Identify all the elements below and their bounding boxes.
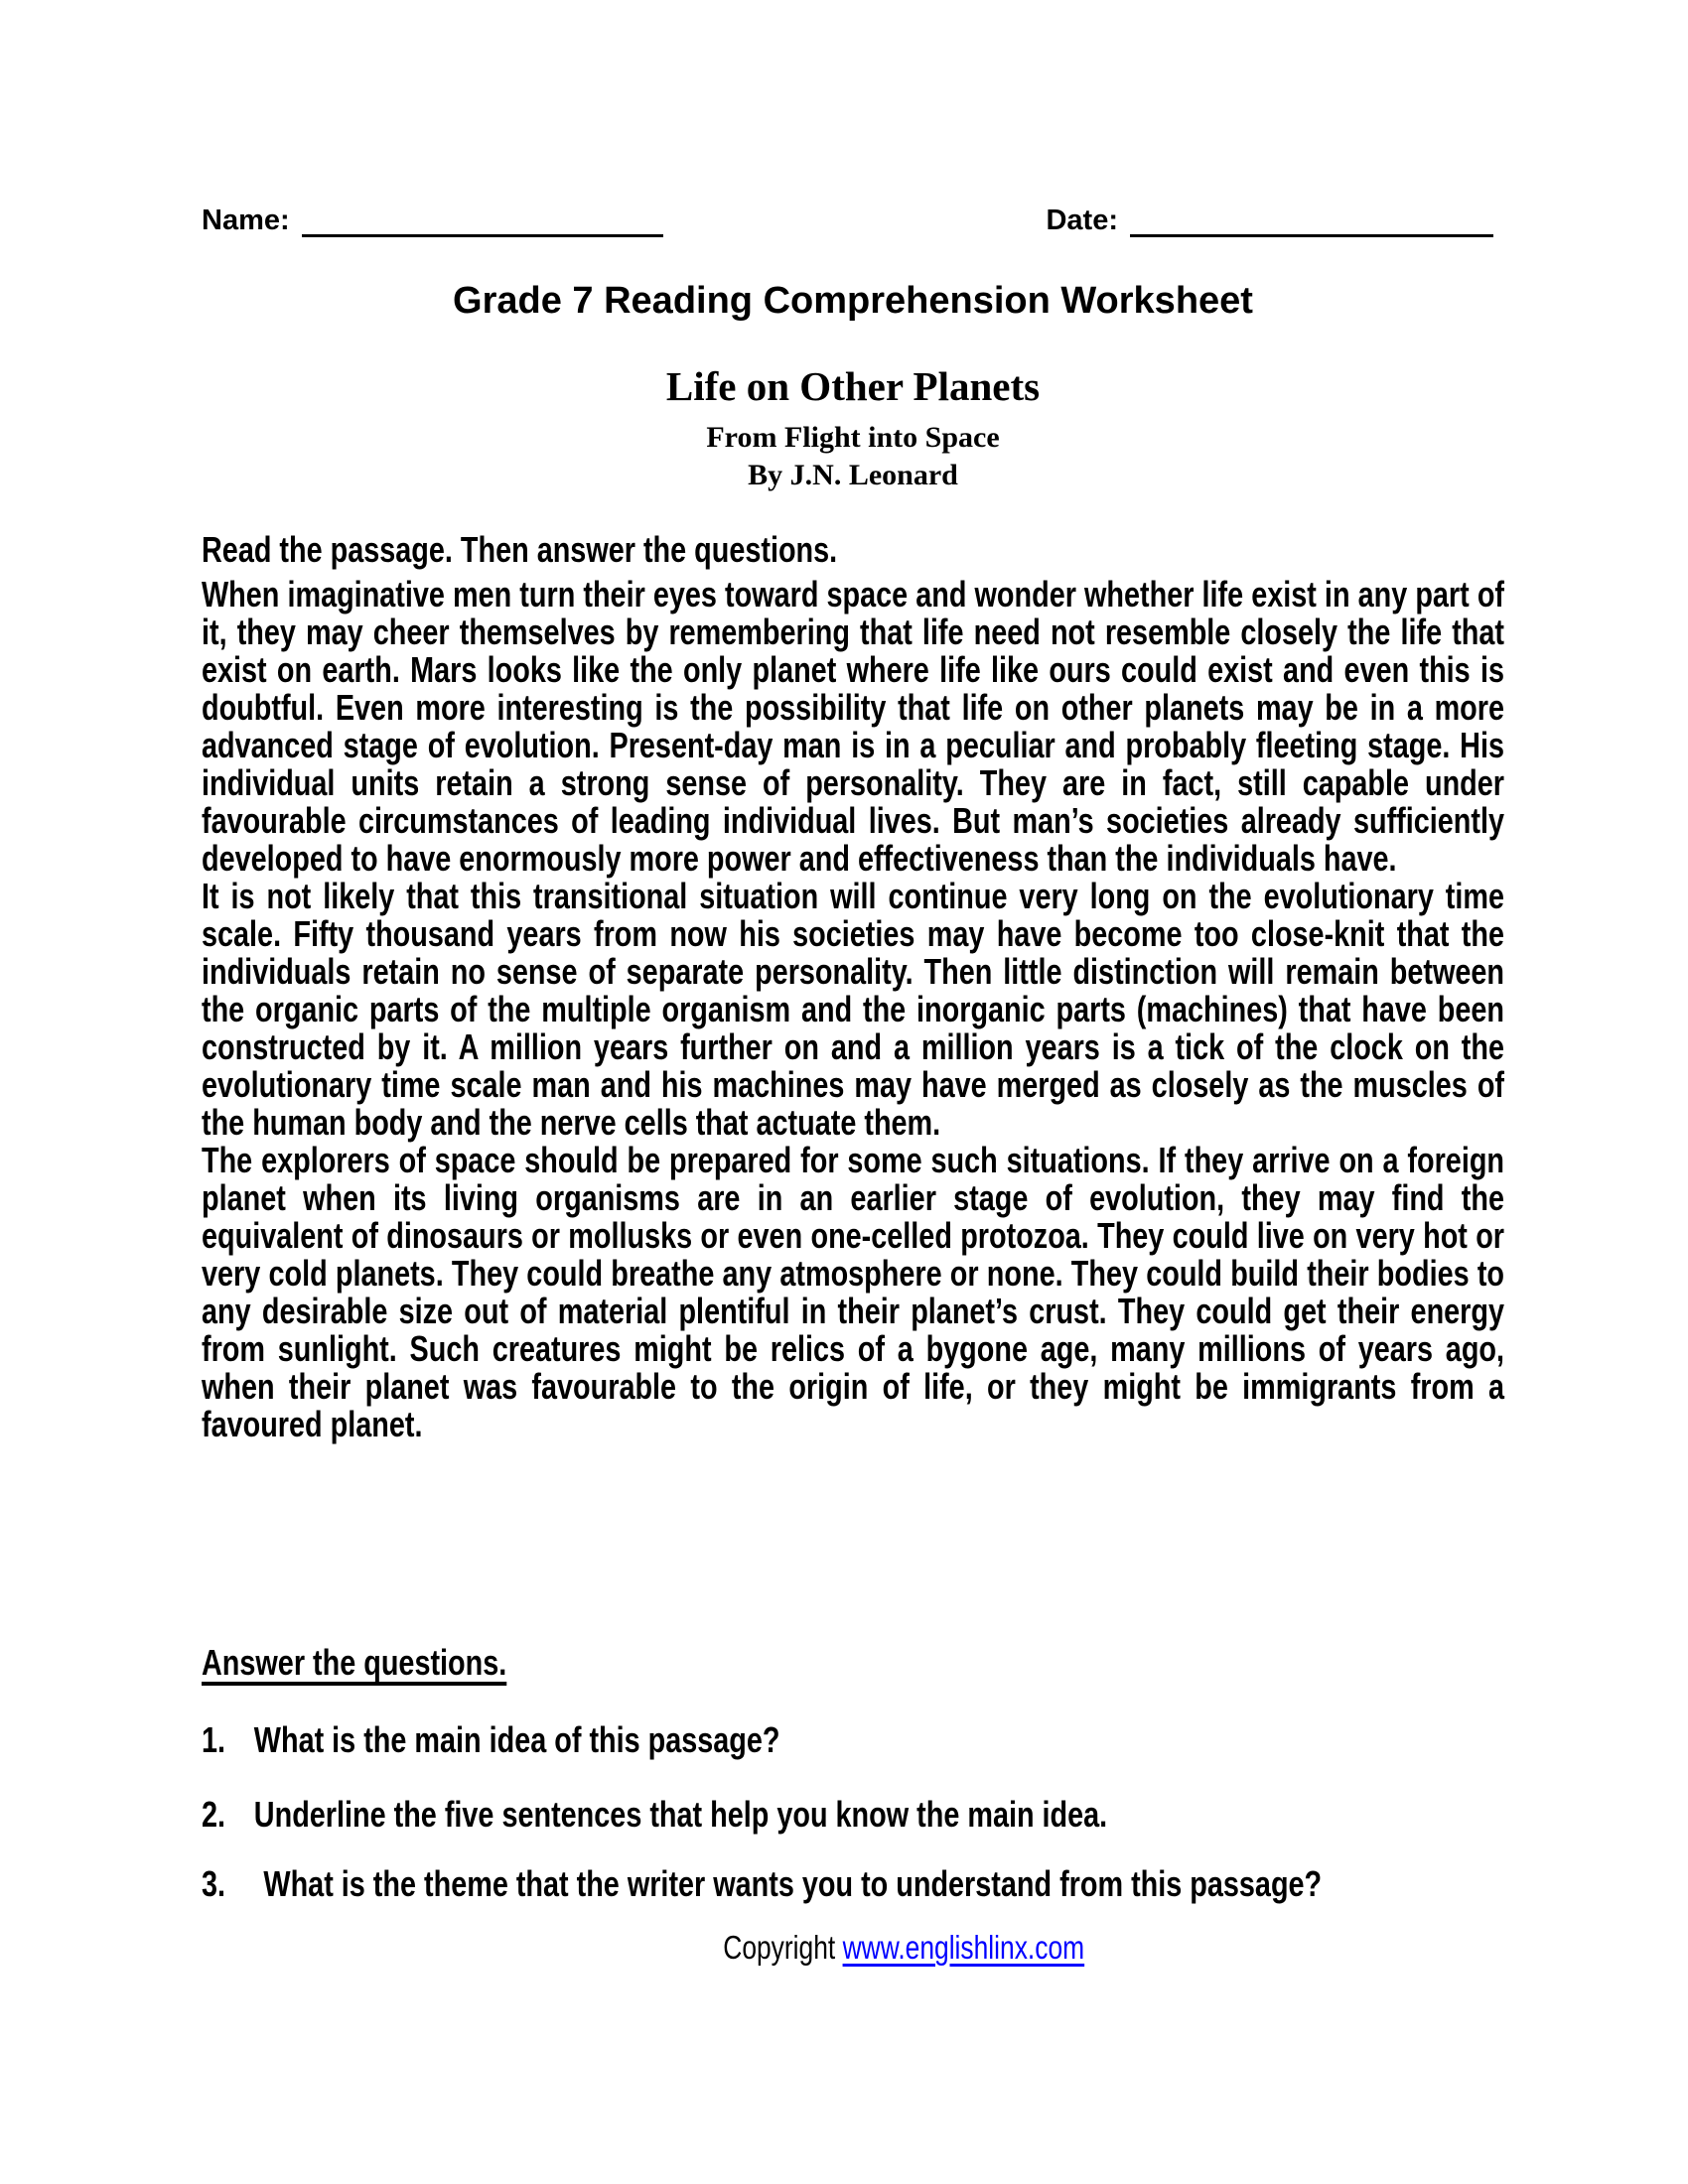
- answer-questions-heading: Answer the questions.: [202, 1642, 507, 1683]
- worksheet-title: Grade 7 Reading Comprehension Worksheet: [453, 280, 1253, 322]
- question-3: [202, 1865, 1504, 1903]
- question-3-text: What is the theme that the writer wants you to understand from this passage?: [263, 1863, 1323, 1904]
- passage-author: By J.N. Leonard: [748, 459, 958, 491]
- instructions-line: Read the passage. Then answer the questions.: [202, 529, 838, 570]
- date-label: Date:: [1046, 205, 1118, 236]
- name-label: Name:: [202, 205, 290, 236]
- passage-paragraph-1: When imaginative men turn their eyes toward space and wonder whether life exist in any part of it, they may cheer themselves by remembering that life need not resemble closely the life that exist on earth. Mars looks like the only planet where life like ours could exist and even this is doubtful. Even more interesting is the possibility that life on other planets may be in a more advanced stage of evolution. Present-day man is in a peculiar and probably fleeting stage. His individual units retain a strong sense of personality. They are in fact, still capable under favourable circumstances of leading individual lives. But man’s societies already sufficiently developed to have enormously more power and effectiveness than the individuals have.: [202, 574, 1504, 879]
- question-2-text: Underline the five sentences that help you know the main idea.: [253, 1794, 1108, 1835]
- passage-paragraph-3: The explorers of space should be prepared for some such situations. If they arrive on a foreign planet when its living organisms are in an earlier stage of evolution, they may find the equivalent of dinosaurs or mollusks or even one-celled protozoa. They could live on very hot or very cold planets. They could breathe any atmosphere or none. They could build their bodies to any desirable size out of material plentiful in their planet’s crust. They could get their energy from sunlight. Such creatures might be relics of a bygone age, many millions of years ago, when their planet was favourable to the origin of life, or they might be immigrants from a favoured planet.: [202, 1140, 1504, 1444]
- question-1-number: 1.: [202, 1719, 226, 1760]
- passage-body: [202, 576, 1504, 1443]
- question-2-number: 2.: [202, 1794, 226, 1835]
- passage-source: From Flight into Space: [706, 421, 1000, 454]
- englishlinx-link[interactable]: www.englishlinx.com: [842, 1929, 1085, 1966]
- copyright-label: Copyright: [723, 1929, 836, 1966]
- footer: [202, 1929, 1606, 1967]
- passage-title: Life on Other Planets: [665, 363, 1041, 409]
- question-3-number: 3.: [202, 1863, 226, 1904]
- body-text-layer: [202, 0, 1606, 2184]
- passage-paragraph-2: It is not likely that this transitional situation will continue very long on the evolutionary time scale. Fifty thousand years from now his societies may have become too close-knit that the individuals retain no sense of separate personality. Then little distinction will remain between the organic parts of the multiple organism and the inorganic parts (machines) that have been constructed by it. A million years further on and a million years is a tick of the clock on the evolutionary time scale man and his machines may have merged as closely as the muscles of the human body and the nerve cells that actuate them.: [202, 876, 1504, 1143]
- question-2: [202, 1796, 1504, 1834]
- question-1: [202, 1721, 1504, 1759]
- question-1-text: What is the main idea of this passage?: [253, 1719, 780, 1760]
